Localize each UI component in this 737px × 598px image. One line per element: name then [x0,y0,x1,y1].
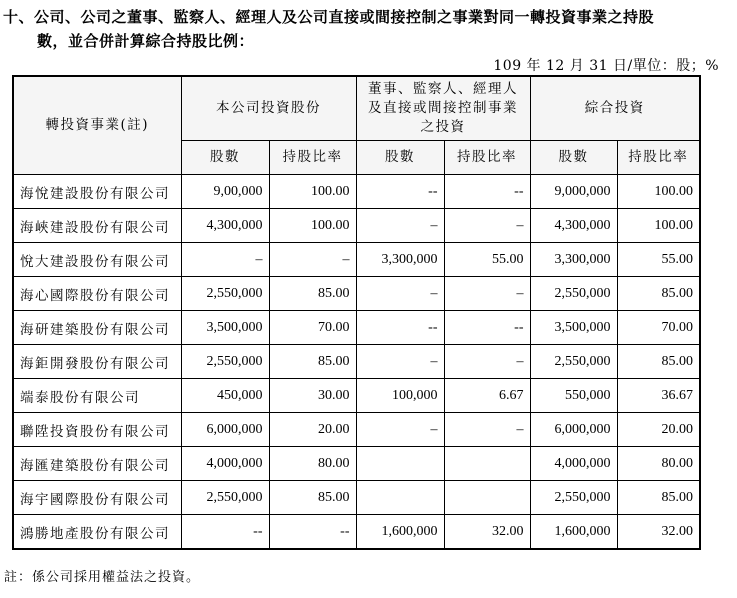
company-shares: 450,000 [181,379,269,413]
investee-name: 海心國際股份有限公司 [13,277,181,311]
total-shares: 2,550,000 [530,481,617,515]
total-shares: 3,500,000 [530,311,617,345]
related-shares: 1,600,000 [356,515,444,550]
investee-name: 端泰股份有限公司 [13,379,181,413]
header-related-shares: 股數 [356,141,444,175]
footnote: 註：係公司採用權益法之投資。 [4,570,201,585]
company-shares: 3,500,000 [181,311,269,345]
investee-name: 鴻勝地產股份有限公司 [13,515,181,550]
company-ratio: 80.00 [269,447,356,481]
investee-name: 海鉅開發股份有限公司 [13,345,181,379]
total-ratio: 20.00 [617,413,700,447]
table-row [13,175,700,209]
related-shares [356,481,444,515]
header-related-ratio: 持股比率 [444,141,530,175]
related-shares: -- [356,175,444,209]
investee-name: 海研建築股份有限公司 [13,311,181,345]
company-ratio: 85.00 [269,345,356,379]
shareholding-table [12,75,701,550]
header-company-shares: 股數 [181,141,269,175]
heading-line-1: 十、公司、公司之董事、監察人、經理人及公司直接或間接控制之事業對同一轉投資事業之持股 [3,8,655,26]
related-shares: 3,300,000 [356,243,444,277]
header-total-investment: 綜合投資 [530,76,700,141]
total-shares: 2,550,000 [530,345,617,379]
investee-name: 聯陞投資股份有限公司 [13,413,181,447]
total-shares: 4,000,000 [530,447,617,481]
company-ratio: 70.00 [269,311,356,345]
related-ratio: -- [444,311,530,345]
company-ratio: 85.00 [269,481,356,515]
table-row [13,515,700,550]
table-row [13,277,700,311]
related-ratio: -- [444,175,530,209]
table-row [13,379,700,413]
investee-name: 海悅建設股份有限公司 [13,175,181,209]
total-ratio: 100.00 [617,175,700,209]
total-ratio: 55.00 [617,243,700,277]
total-ratio: 80.00 [617,447,700,481]
related-ratio: – [444,345,530,379]
related-shares: – [356,277,444,311]
investee-name: 海匯建築股份有限公司 [13,447,181,481]
related-ratio: 32.00 [444,515,530,550]
company-ratio: – [269,243,356,277]
total-ratio: 85.00 [617,481,700,515]
header-total-ratio: 持股比率 [617,141,700,175]
company-shares: 4,000,000 [181,447,269,481]
total-ratio: 100.00 [617,209,700,243]
company-shares: 2,550,000 [181,345,269,379]
total-shares: 3,300,000 [530,243,617,277]
company-shares: – [181,243,269,277]
total-shares: 550,000 [530,379,617,413]
header-total-shares: 股數 [530,141,617,175]
total-shares: 4,300,000 [530,209,617,243]
investee-name: 海宇國際股份有限公司 [13,481,181,515]
table-row [13,243,700,277]
related-ratio: 55.00 [444,243,530,277]
related-ratio [444,447,530,481]
investee-name: 海峽建設股份有限公司 [13,209,181,243]
company-shares: 2,550,000 [181,277,269,311]
section-heading [3,5,733,53]
total-shares: 1,600,000 [530,515,617,550]
related-shares: -- [356,311,444,345]
company-ratio: -- [269,515,356,550]
related-shares: – [356,413,444,447]
header-related-investment: 董事、監察人、經理人及直接或間接控制事業之投資 [356,76,530,141]
total-ratio: 85.00 [617,345,700,379]
related-shares: – [356,209,444,243]
related-ratio: – [444,209,530,243]
company-shares: 2,550,000 [181,481,269,515]
total-shares: 2,550,000 [530,277,617,311]
related-shares: 100,000 [356,379,444,413]
header-company-investment: 本公司投資股份 [181,76,356,141]
related-ratio: – [444,277,530,311]
related-ratio [444,481,530,515]
total-shares: 9,000,000 [530,175,617,209]
table-row [13,311,700,345]
total-shares: 6,000,000 [530,413,617,447]
table-row [13,413,700,447]
table-row [13,209,700,243]
table-row [13,345,700,379]
related-ratio: 6.67 [444,379,530,413]
total-ratio: 70.00 [617,311,700,345]
company-shares: 6,000,000 [181,413,269,447]
company-ratio: 85.00 [269,277,356,311]
related-ratio: – [444,413,530,447]
company-shares: 4,300,000 [181,209,269,243]
related-shares [356,447,444,481]
total-ratio: 32.00 [617,515,700,550]
company-shares: 9,00,000 [181,175,269,209]
table-row [13,481,700,515]
table-row [13,447,700,481]
header-company-ratio: 持股比率 [269,141,356,175]
header-investee: 轉投資事業(註) [13,76,181,175]
related-shares: – [356,345,444,379]
total-ratio: 36.67 [617,379,700,413]
company-ratio: 100.00 [269,175,356,209]
investee-name: 悅大建設股份有限公司 [13,243,181,277]
company-ratio: 100.00 [269,209,356,243]
heading-line-2: 數，並合併計算綜合持股比例： [37,32,255,50]
company-shares: -- [181,515,269,550]
company-ratio: 20.00 [269,413,356,447]
total-ratio: 85.00 [617,277,700,311]
date-unit-note: 109 年 12 月 31 日/單位：股；% [493,58,719,74]
company-ratio: 30.00 [269,379,356,413]
